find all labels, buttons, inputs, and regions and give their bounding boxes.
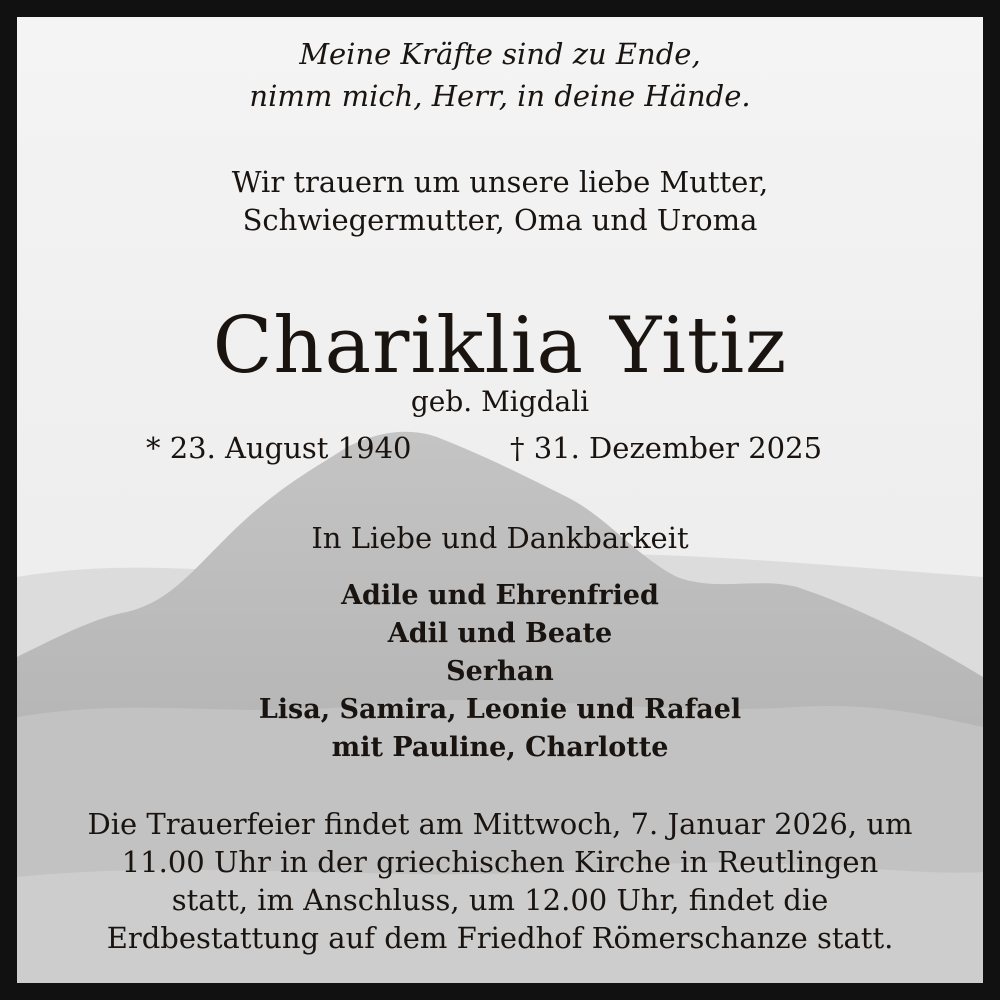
deceased-name: Chariklia Yitiz <box>212 301 788 391</box>
service-line: Die Trauerfeier findet am Mittwoch, 7. Januar 2026, um <box>87 807 913 841</box>
motto-line: Meine Kräfte sind zu Ende, <box>299 37 701 71</box>
motto-verse <box>17 33 983 117</box>
intro-line: Schwiegermutter, Oma und Uroma <box>242 203 758 237</box>
mourner-name: Lisa, Samira, Leonie und Rafael <box>258 694 742 725</box>
funeral-service-info <box>17 805 983 957</box>
mourner-name: Adil und Beate <box>387 618 613 649</box>
death-date: † 31. Dezember 2025 <box>510 431 823 465</box>
mourner-name: Adile und Ehrenfried <box>341 580 659 611</box>
mourner-name: Serhan <box>446 656 554 687</box>
intro-line: Wir trauern um unsere liebe Mutter, <box>231 165 769 199</box>
life-dates <box>17 427 983 469</box>
service-line: 11.00 Uhr in der griechischen Kirche in Reutlingen <box>121 845 879 879</box>
mourners-list <box>17 577 983 767</box>
maiden-name: geb. Migdali <box>410 385 590 418</box>
service-line: Erdbestattung auf dem Friedhof Römerschanze statt. <box>106 921 894 955</box>
service-line: statt, im Anschluss, um 12.00 Uhr, findet die <box>171 883 829 917</box>
motto-line: nimm mich, Herr, in deine Hände. <box>249 79 751 113</box>
mourning-intro <box>17 163 983 239</box>
gratitude-line: In Liebe und Dankbarkeit <box>311 521 689 555</box>
mourner-name: mit Pauline, Charlotte <box>331 732 669 763</box>
birth-date: * 23. August 1940 <box>146 431 412 465</box>
